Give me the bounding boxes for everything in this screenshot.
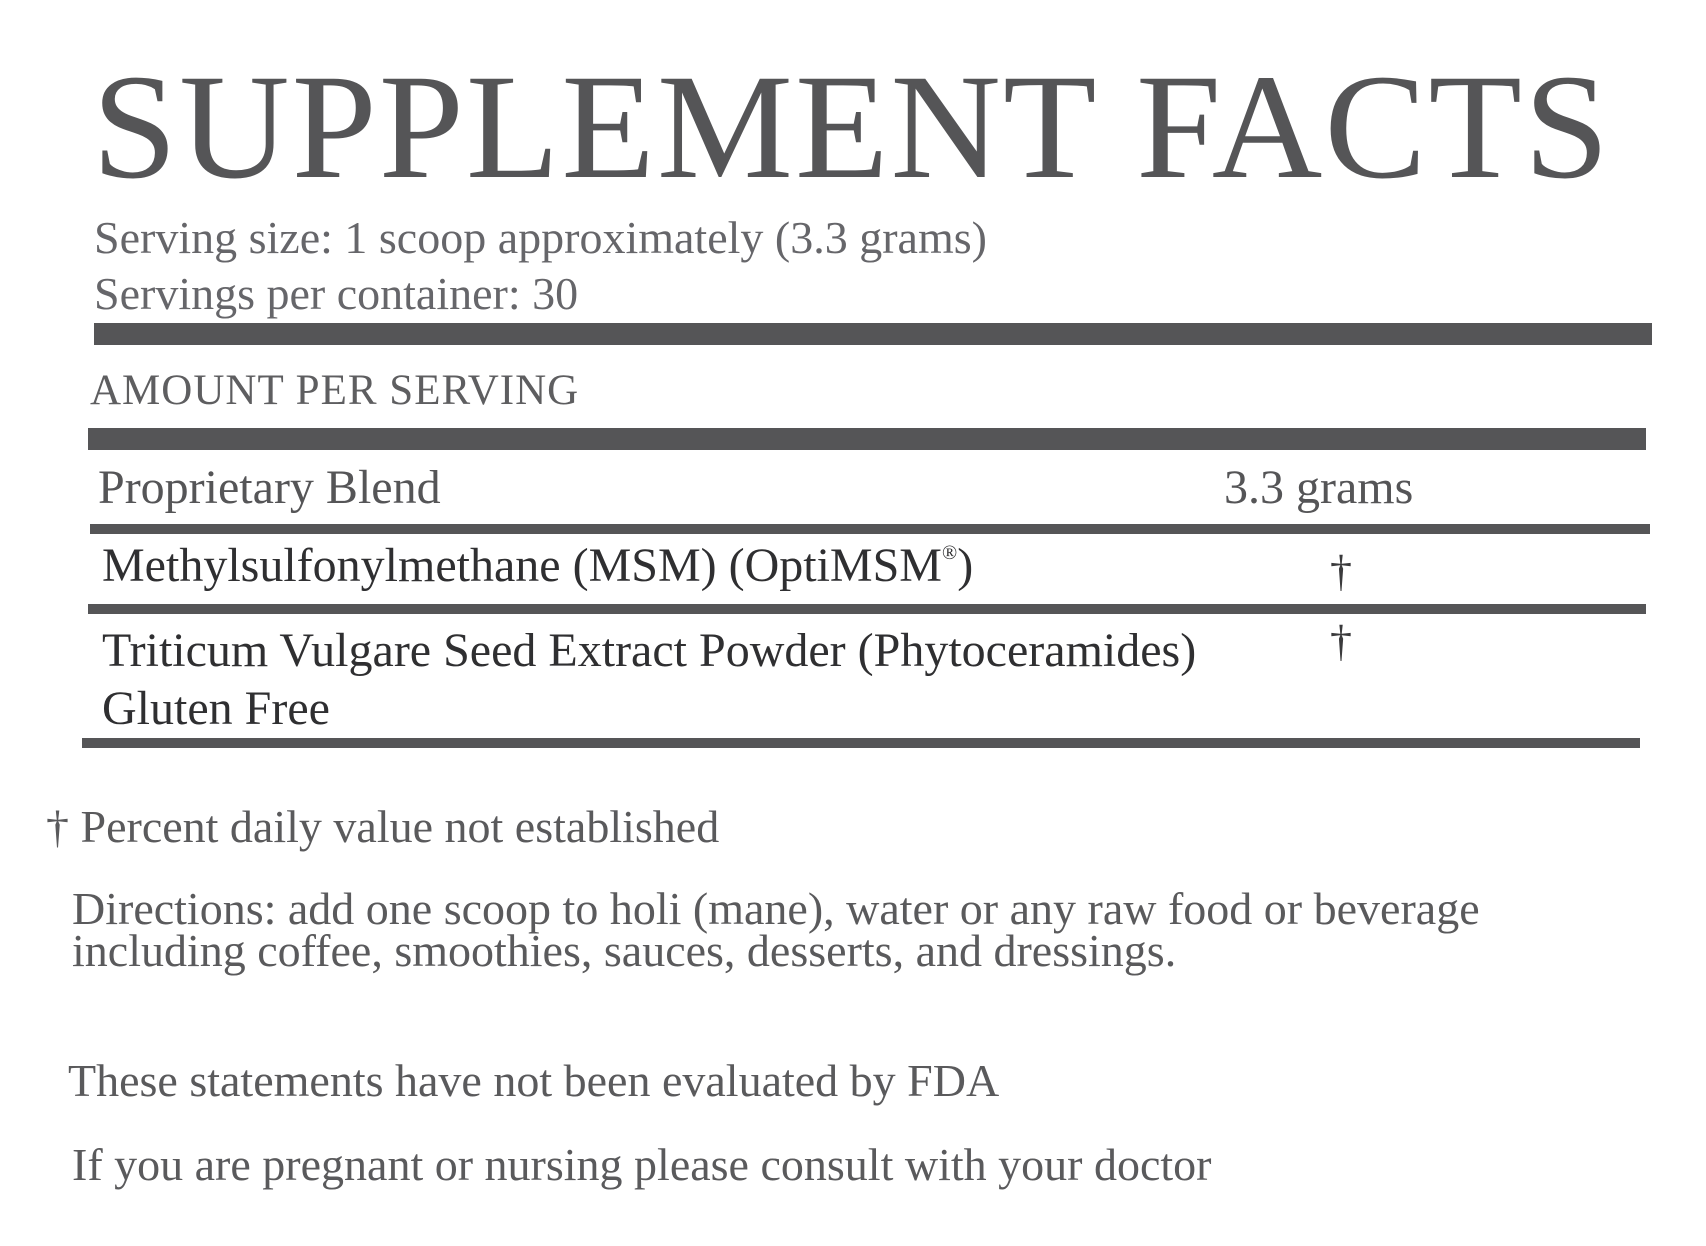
ingredient-msm-dv: †	[1330, 547, 1352, 596]
ingredient-phytoceramides-name: Triticum Vulgare Seed Extract Powder (Phytoceramides)	[102, 624, 1197, 677]
ingredient-gluten-free: Gluten Free	[102, 682, 330, 735]
blend-amount: 3.3 grams	[1224, 461, 1414, 514]
divider-after-msm	[88, 604, 1646, 614]
registered-mark: ®	[941, 542, 958, 564]
thick-divider-top	[94, 323, 1652, 345]
ingredient-msm-name: Methylsulfonylmethane (MSM) (OptiMSM	[102, 539, 942, 592]
footnote-text: Percent daily value not established	[80, 801, 720, 852]
directions	[72, 883, 1480, 976]
divider-bottom	[82, 738, 1640, 748]
fda-statement: These statements have not been evaluated by FDA	[68, 1055, 1000, 1106]
directions-line-1: Directions: add one scoop to holi (mane), water or any raw food or beverage	[72, 883, 1480, 934]
pregnancy-warning: If you are pregnant or nursing please consult with your doctor	[72, 1139, 1212, 1190]
serving-size: Serving size: 1 scoop approximately (3.3 grams)	[94, 212, 987, 263]
panel-title: SUPPLEMENT FACTS	[92, 44, 1612, 210]
serving-info	[94, 210, 987, 322]
ingredient-phytoceramides-dv: †	[1330, 617, 1352, 666]
ingredient-msm-suffix: )	[957, 539, 974, 592]
ingredient-msm	[102, 538, 973, 593]
amount-per-serving-label: AMOUNT PER SERVING	[90, 367, 580, 414]
dagger-symbol: †	[46, 801, 69, 852]
divider-after-blend	[90, 524, 1650, 534]
ingredient-phytoceramides	[102, 622, 1196, 738]
directions-line-2: including coffee, smoothies, sauces, desserts, and dressings.	[72, 925, 1177, 976]
blend-name: Proprietary Blend	[98, 461, 441, 514]
servings-per-container: Servings per container: 30	[94, 268, 579, 319]
thick-divider-middle	[88, 428, 1646, 450]
daily-value-footnote	[46, 800, 719, 853]
